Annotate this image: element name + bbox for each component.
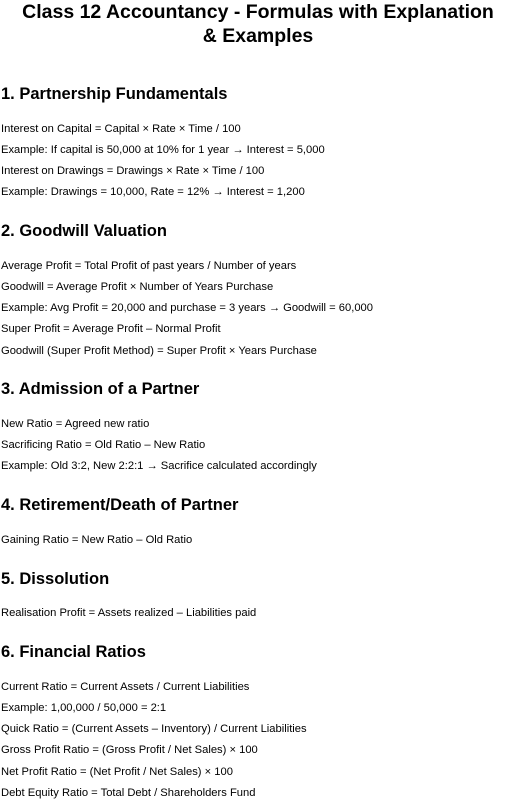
formula-line: Super Profit = Average Profit – Normal Profit <box>1 323 221 335</box>
section-heading-retirement-death: 4. Retirement/Death of Partner <box>1 496 239 514</box>
example-line: Example: Avg Profit = 20,000 and purchase = 3 years → Goodwill = 60,000 <box>1 302 374 314</box>
formula-line: Goodwill (Super Profit Method) = Super Profit × Years Purchase <box>1 345 317 357</box>
formula-line: Quick Ratio = (Current Assets – Inventory) / Current Liabilities <box>1 723 307 735</box>
example-line: Example: 1,00,000 / 50,000 = 2:1 <box>1 702 167 714</box>
document-title-line-2: & Examples <box>202 25 314 47</box>
formula-line: Debt Equity Ratio = Total Debt / Shareholders Fund <box>1 787 256 799</box>
section-heading-partnership-fundamentals: 1. Partnership Fundamentals <box>1 85 228 103</box>
formula-line: Gaining Ratio = New Ratio – Old Ratio <box>1 534 193 546</box>
formula-line: Net Profit Ratio = (Net Profit / Net Sales) × 100 <box>1 766 233 778</box>
formula-line: Current Ratio = Current Assets / Current Liabilities <box>1 681 250 693</box>
formula-line: Gross Profit Ratio = (Gross Profit / Net Sales) × 100 <box>1 744 258 756</box>
formula-line: Interest on Capital = Capital × Rate × Time / 100 <box>1 123 241 135</box>
formula-line: Average Profit = Total Profit of past years / Number of years <box>1 260 297 272</box>
formula-line: Sacrificing Ratio = Old Ratio – New Ratio <box>1 439 206 451</box>
formula-line: Realisation Profit = Assets realized – Liabilities paid <box>1 607 257 619</box>
example-line: Example: Drawings = 10,000, Rate = 12% → Interest = 1,200 <box>1 186 305 198</box>
example-line: Example: Old 3:2, New 2:2:1 → Sacrifice calculated accordingly <box>1 460 317 472</box>
formula-line: Goodwill = Average Profit × Number of Years Purchase <box>1 281 274 293</box>
example-line: Example: If capital is 50,000 at 10% for 1 year → Interest = 5,000 <box>1 144 325 156</box>
document-title-line-1: Class 12 Accountancy - Formulas with Explanation <box>22 1 494 23</box>
formula-line: New Ratio = Agreed new ratio <box>1 418 150 430</box>
section-heading-goodwill-valuation: 2. Goodwill Valuation <box>1 222 167 240</box>
formula-line: Interest on Drawings = Drawings × Rate × Time / 100 <box>1 165 265 177</box>
section-heading-financial-ratios: 6. Financial Ratios <box>1 643 146 661</box>
section-heading-dissolution: 5. Dissolution <box>1 570 110 588</box>
section-heading-admission-of-partner: 3. Admission of a Partner <box>1 380 200 398</box>
